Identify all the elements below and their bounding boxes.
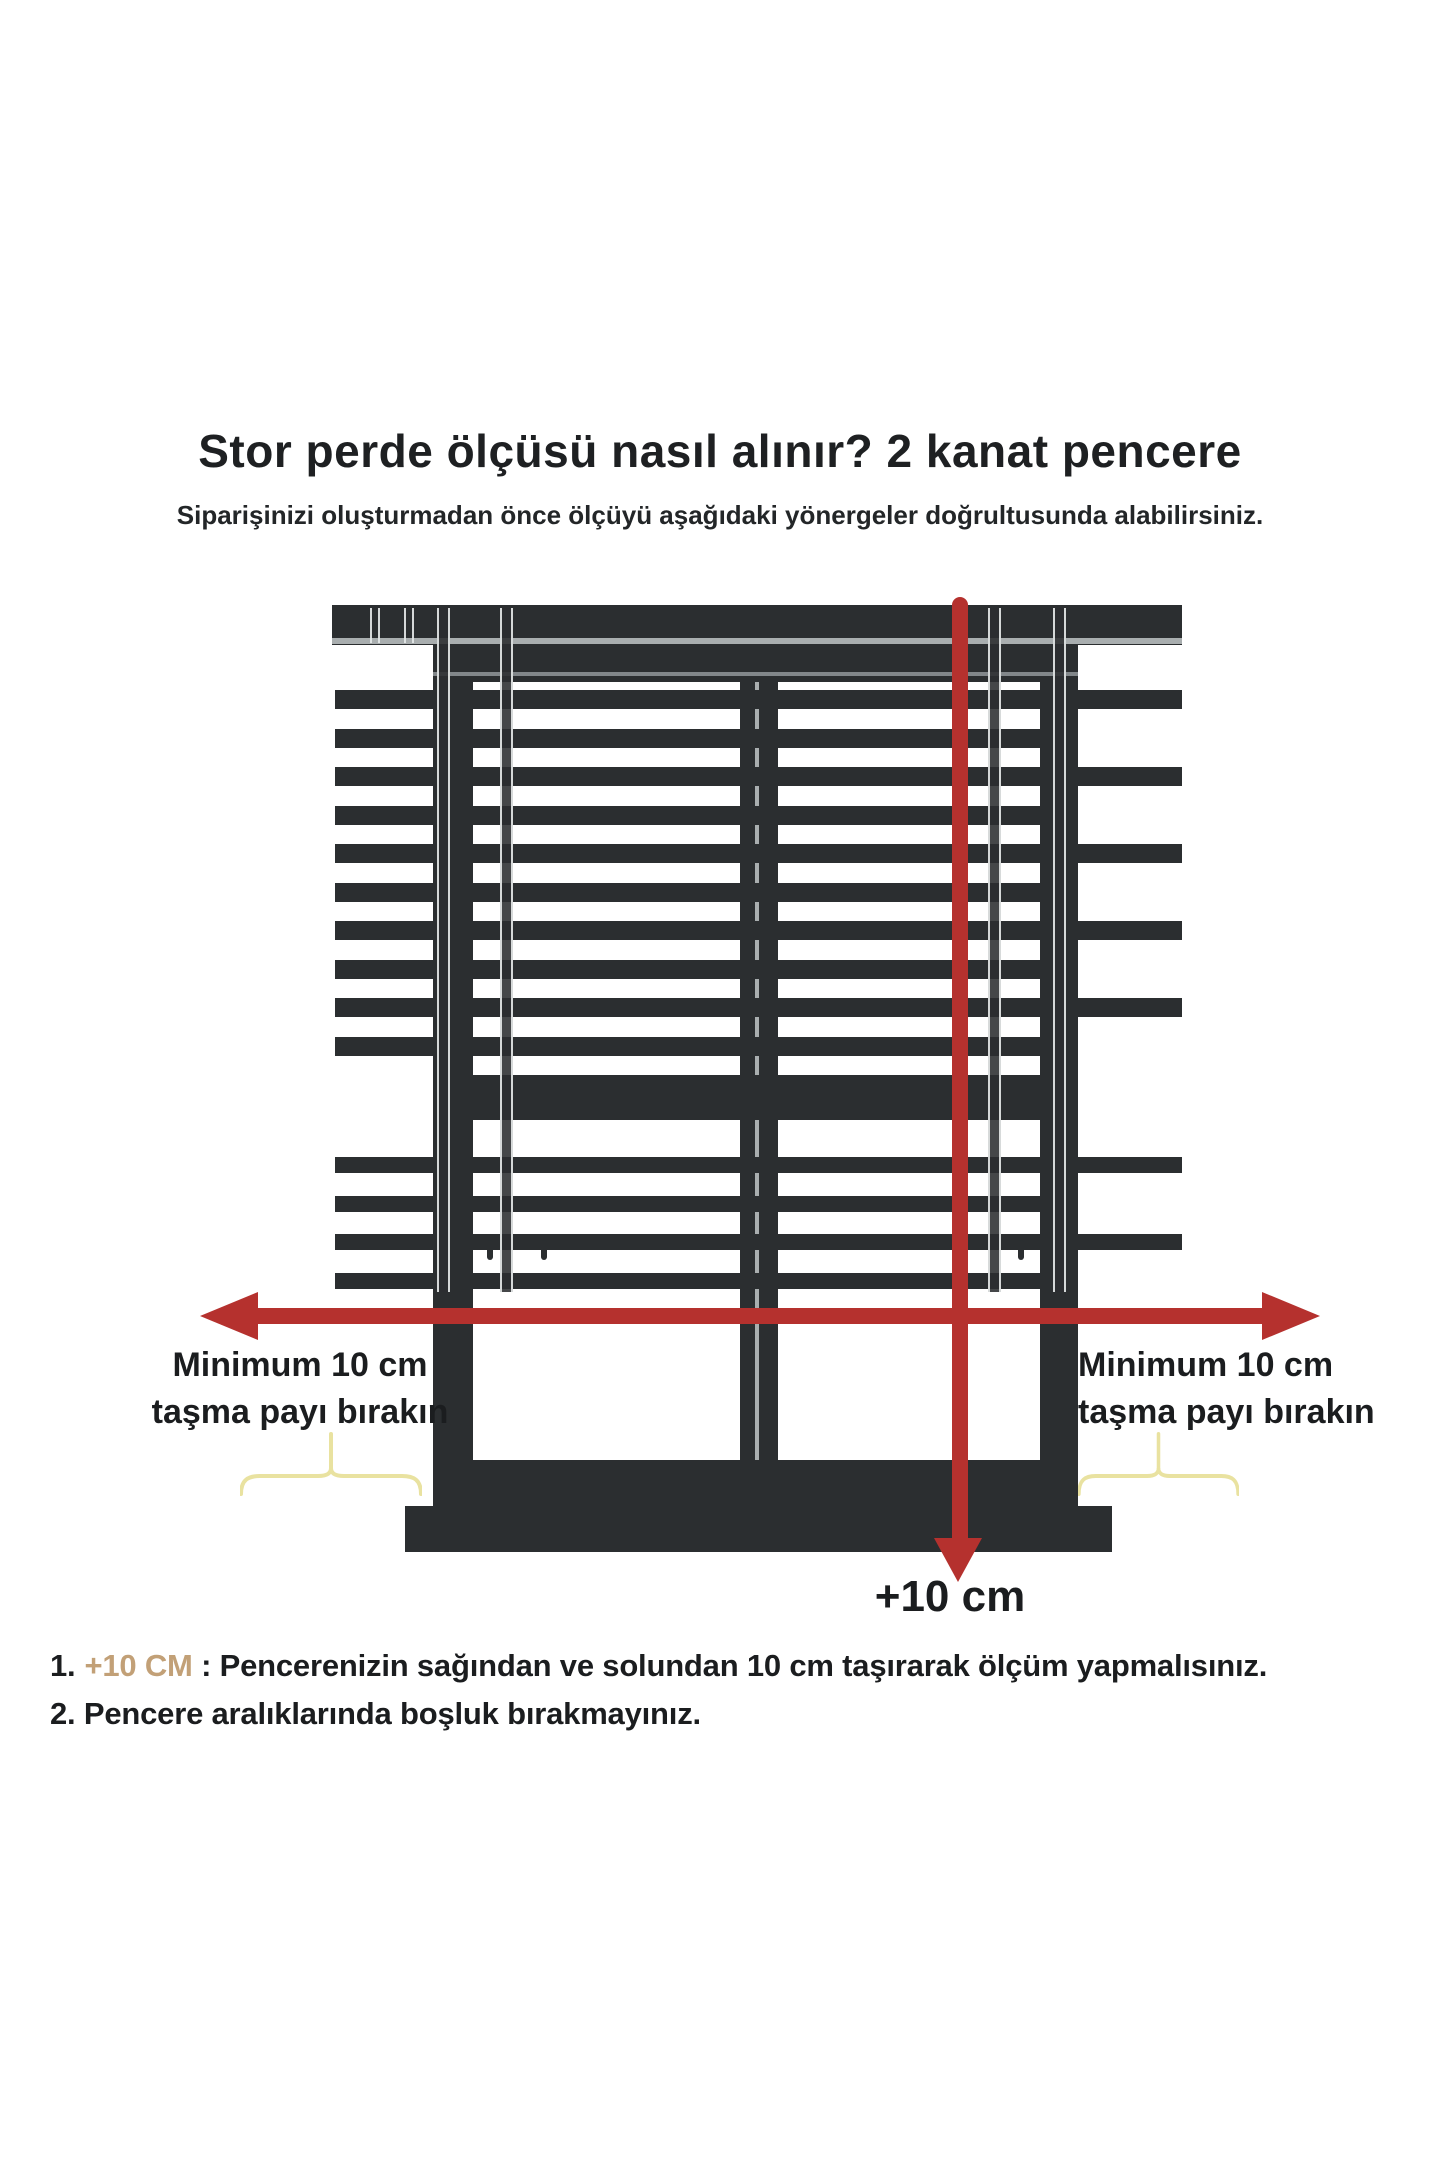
blind-cord-hook xyxy=(1018,1240,1024,1260)
note-1-number: 1. xyxy=(50,1648,76,1683)
blind-ladder-tape xyxy=(988,608,1001,1292)
left-arrow-head-icon xyxy=(200,1292,258,1340)
right-overhang-brace xyxy=(1078,1432,1239,1496)
right-overhang-label-line2: taşma payı bırakın xyxy=(1078,1393,1375,1431)
left-overhang-label-line1: Minimum 10 cm xyxy=(172,1346,428,1384)
page-title: Stor perde ölçüsü nasıl alınır? 2 kanat pencere xyxy=(198,425,1242,477)
headrail-slit xyxy=(370,608,380,643)
blind-ladder-tape xyxy=(437,608,450,1292)
left-overhang-label xyxy=(110,1342,490,1436)
note-item-2: 2. Pencere aralıklarında boşluk bırakmayınız. xyxy=(50,1696,701,1731)
horizontal-measure-arrow xyxy=(243,1308,1277,1324)
window-mullion-highlight xyxy=(755,682,759,1460)
right-arrow-head-icon xyxy=(1262,1292,1320,1340)
window-head-frame-line xyxy=(433,672,1078,676)
blind-cord-hook xyxy=(487,1240,493,1260)
right-overhang-label xyxy=(1078,1342,1418,1436)
window-head-frame xyxy=(433,644,1078,682)
blind-middle-rail xyxy=(437,1075,1078,1120)
blind-cord-hook xyxy=(541,1240,547,1260)
note-1-text: : Pencerenizin sağından ve solundan 10 cm taşırarak ölçüm yapmalısınız. xyxy=(192,1648,1268,1683)
blind-ladder-tape xyxy=(1053,608,1066,1292)
note-item-1 xyxy=(50,1648,1410,1684)
blind-ladder-tape xyxy=(500,608,513,1292)
note-1-accent: +10 CM xyxy=(84,1648,193,1683)
window-sill xyxy=(405,1506,1112,1552)
plus-10cm-measure-label: +10 cm xyxy=(874,1572,1026,1621)
headrail-slit xyxy=(404,608,414,643)
right-overhang-label-line1: Minimum 10 cm xyxy=(1078,1346,1334,1384)
left-overhang-brace xyxy=(240,1432,422,1496)
window-sash-bottom-rail xyxy=(433,1460,1078,1506)
left-overhang-label-line2: taşma payı bırakın xyxy=(151,1393,449,1431)
page-subtitle: Siparişinizi oluşturmadan önce ölçüyü aşağıdaki yönergeler doğrultusunda alabilirsiniz. xyxy=(176,500,1264,530)
vertical-measure-arrow xyxy=(952,597,968,1547)
